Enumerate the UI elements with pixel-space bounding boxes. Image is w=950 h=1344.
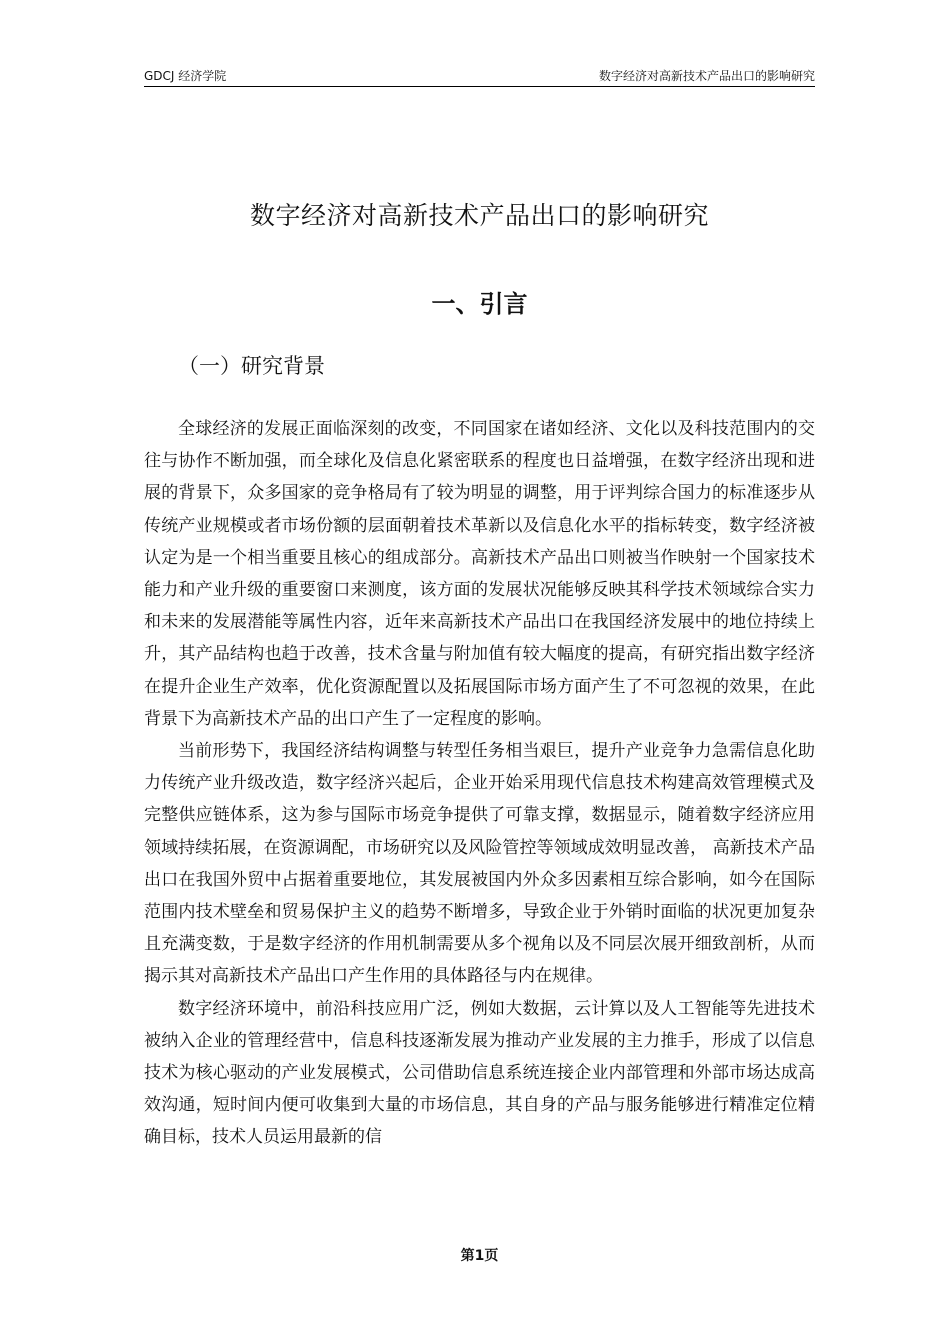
page-header	[144, 66, 815, 87]
section-heading: 一、引言	[431, 290, 528, 318]
body-text	[144, 413, 815, 1154]
paragraph-2: 当前形势下，我国经济结构调整与转型任务相当艰巨，提升产业竞争力急需信息化助力传统产业升级改造，数字经济兴起后，企业开始采用现代信息技术构建高效管理模式及完整供应链体系，这为参与国际市场竞争提供了可靠支撑，数据显示，随着数字经济应用领域持续拓展，在资源调配，市场研究以及风险管控等领域成效明显改善， 高新技术产品出口在我国外贸中占据着重要地位，其发展被国内外众多因素相互综合影响，如今在国际范围内技术壁垒和贸易保护主义的趋势不断增多，导致企业于外销时面临的状况更加复杂且充满变数，于是数字经济的作用机制需要从多个视角以及不同层次展开细致剖析，从而揭示其对高新技术产品出口产生作用的具体路径与内在规律。	[144, 741, 815, 987]
header-running-title: 数字经济对高新技术产品出口的影响研究	[598, 69, 815, 83]
paragraph-1: 全球经济的发展正面临深刻的改变，不同国家在诸如经济、文化以及科技范围内的交往与协作不断加强，而全球化及信息化紧密联系的程度也日益增强，在数字经济出现和进展的背景下，众多国家的竞争格局有了较为明显的调整，用于评判综合国力的标准逐步从传统产业规模或者市场份额的层面朝着技术革新以及信息化水平的指标转变，数字经济被认定为是一个相当重要且核心的组成部分。高新技术产品出口则被当作映射一个国家技术能力和产业升级的重要窗口来测度，该方面的发展状况能够反映其科学技术领域综合实力和未来的发展潜能等属性内容，近年来高新技术产品出口在我国经济发展中的地位持续上升，其产品结构也趋于改善，技术含量与附加值有较大幅度的提高，有研究指出数字经济在提升企业生产效率，优化资源配置以及拓展国际市场方面产生了不可忽视的效果，在此背景下为高新技术产品的出口产生了一定程度的影响。	[144, 419, 815, 729]
page-number: 第1页	[460, 1248, 499, 1264]
header-institution: GDCJ 经济学院	[144, 69, 227, 83]
subsection-heading: （一）研究背景	[178, 354, 325, 378]
document-title: 数字经济对高新技术产品出口的影响研究	[249, 201, 709, 230]
paragraph-3: 数字经济环境中，前沿科技应用广泛，例如大数据，云计算以及人工智能等先进技术被纳入企业的管理经营中，信息科技逐渐发展为推动产业发展的主力推手，形成了以信息技术为核心驱动的产业发展模式，公司借助信息系统连接企业内部管理和外部市场达成高效沟通，短时间内便可收集到大量的市场信息，其自身的产品与服务能够进行精准定位精确目标，技术人员运用最新的信	[144, 998, 815, 1148]
